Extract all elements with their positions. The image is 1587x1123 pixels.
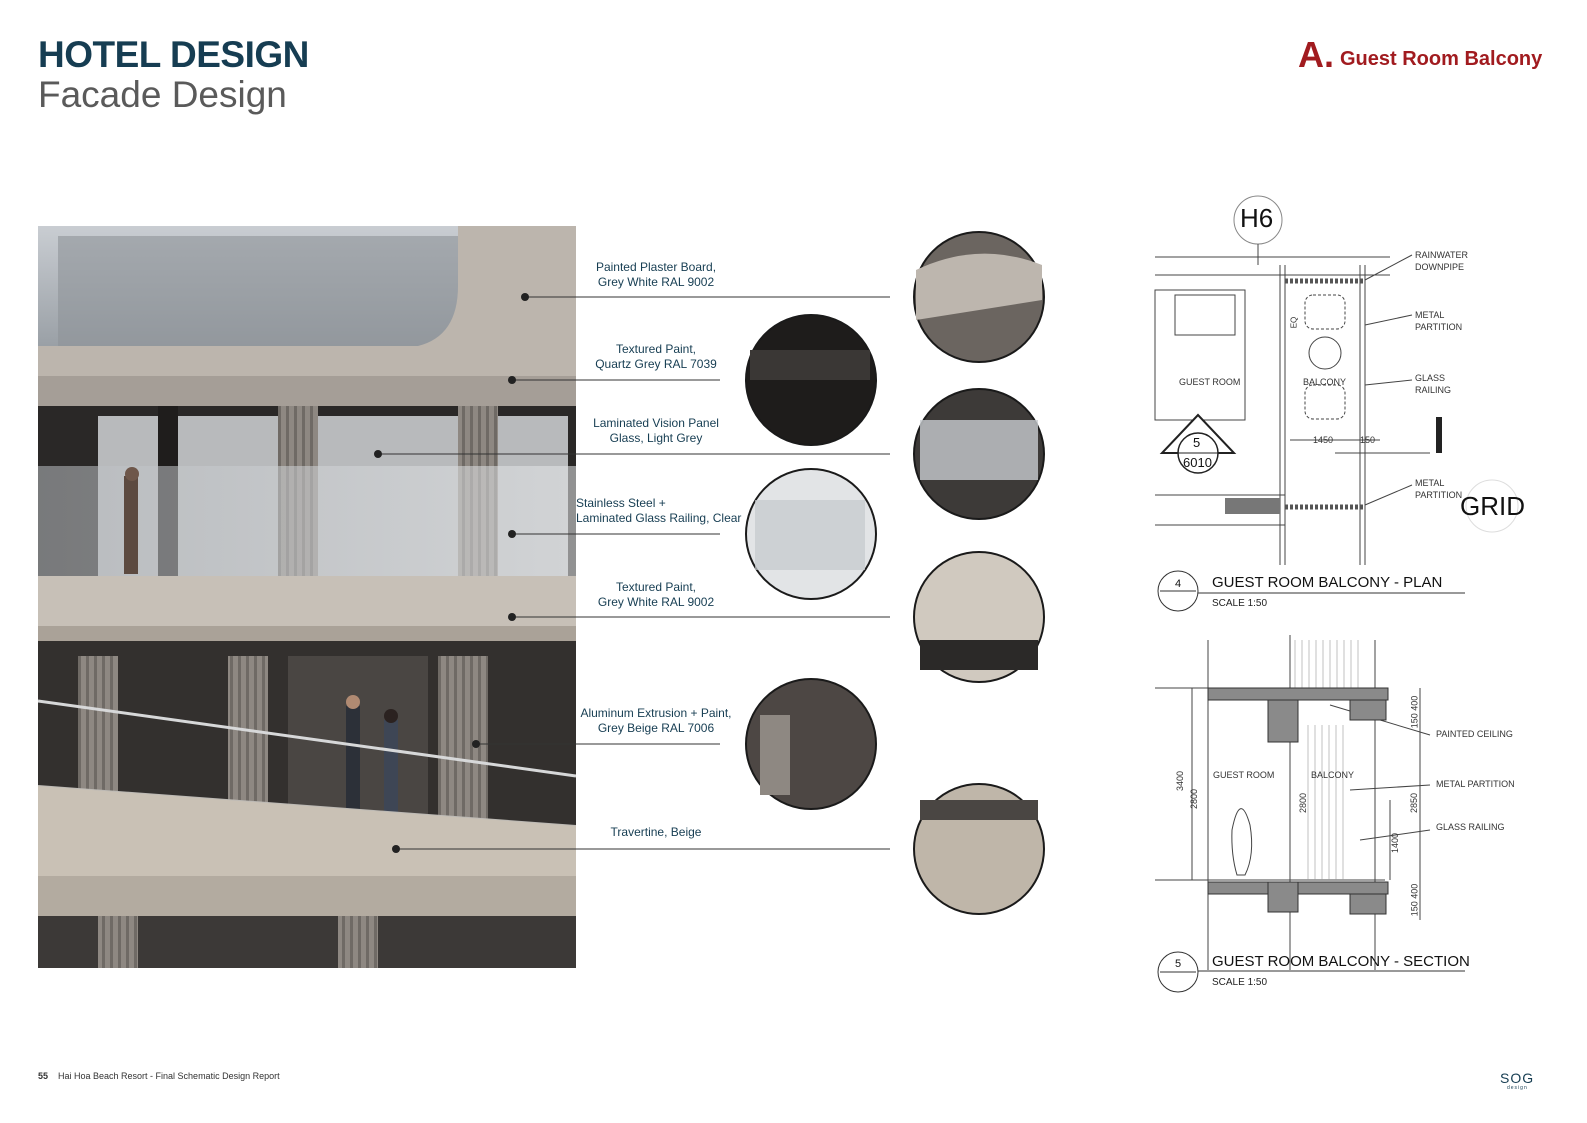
section-note-painted-ceiling: PAINTED CEILING <box>1436 729 1513 739</box>
section-dim-2800b: 2800 <box>1298 792 1309 814</box>
section-dim-3400: 3400 <box>1175 770 1186 792</box>
plan-dim-1450: 1450 <box>1313 435 1334 445</box>
balcony-section-drawing <box>1150 630 1540 1000</box>
section-marker-sheet: 6010 <box>1183 455 1212 470</box>
section-title: GUEST ROOM BALCONY - SECTION <box>1212 953 1470 970</box>
section-guest-room-label: GUEST ROOM <box>1213 770 1275 780</box>
plan-note-rainwater: RAINWATER DOWNPIPE <box>1415 250 1468 272</box>
page-subtitle: Facade Design <box>38 74 287 115</box>
material-label: Textured Paint, Grey White RAL 9002 <box>597 580 715 609</box>
grid-label: GRID <box>1460 491 1525 521</box>
callout-dot <box>508 530 516 538</box>
callout-dot <box>374 450 382 458</box>
section-name: Guest Room Balcony <box>1340 48 1543 70</box>
plan-scale: SCALE 1:50 <box>1212 598 1268 609</box>
callout-dot <box>521 293 529 301</box>
plan-dim-eq: EQ <box>1289 316 1299 329</box>
section-dim-2800a: 2800 <box>1189 788 1200 810</box>
plan-title: GUEST ROOM BALCONY - PLAN <box>1212 574 1443 591</box>
grid-h6-label: H6 <box>1240 203 1274 233</box>
callout-dot <box>508 376 516 384</box>
section-note-glass-railing: GLASS RAILING <box>1436 822 1505 832</box>
material-label: Laminated Vision Panel Glass, Light Grey <box>593 416 719 445</box>
section-scale: SCALE 1:50 <box>1212 977 1268 988</box>
plan-guest-room-label: GUEST ROOM <box>1179 377 1241 387</box>
material-label: Painted Plaster Board, Grey White RAL 9002 <box>595 260 717 289</box>
plan-title-number: 4 <box>1175 578 1182 590</box>
sog-logo: SOG <box>1500 1070 1535 1086</box>
section-dim-150-400-top: 150 400 <box>1409 695 1420 729</box>
page-title: HOTEL DESIGN <box>38 34 309 75</box>
section-dim-150-400-bottom: 150 400 <box>1409 883 1420 917</box>
plan-note-glass-railing: GLASS RAILING <box>1415 373 1452 395</box>
balcony-plan-drawing <box>1150 195 1540 620</box>
plan-balcony-label: BALCONY <box>1303 377 1347 387</box>
material-label: Travertine, Beige <box>610 825 702 839</box>
material-label: Aluminum Extrusion + Paint, Grey Beige RAL 7006 <box>580 706 732 735</box>
callout-dot <box>508 613 516 621</box>
section-dim-1400: 1400 <box>1390 832 1401 854</box>
footer-report-title: Hai Hoa Beach Resort - Final Schematic Design Report <box>58 1071 280 1081</box>
callout-dot <box>392 845 400 853</box>
section-dim-2850: 2850 <box>1409 792 1420 814</box>
section-balcony-label: BALCONY <box>1311 770 1355 780</box>
callout-dot <box>472 740 480 748</box>
plan-note-metal-partition-2: METAL PARTITION <box>1415 478 1463 500</box>
material-label: Stainless Steel + Laminated Glass Railing, Clear <box>576 496 742 525</box>
page-number: 55 <box>38 1071 49 1081</box>
plan-dim-150: 150 <box>1360 435 1376 445</box>
section-title-number: 5 <box>1175 958 1182 970</box>
sog-logo-sub: design <box>1507 1085 1528 1091</box>
section-letter: A. <box>1298 34 1334 75</box>
plan-note-metal-partition: METAL PARTITION <box>1415 310 1463 332</box>
material-label: Textured Paint, Quartz Grey RAL 7039 <box>595 342 717 371</box>
section-marker-number: 5 <box>1193 435 1201 450</box>
section-note-metal-partition: METAL PARTITION <box>1436 779 1515 789</box>
